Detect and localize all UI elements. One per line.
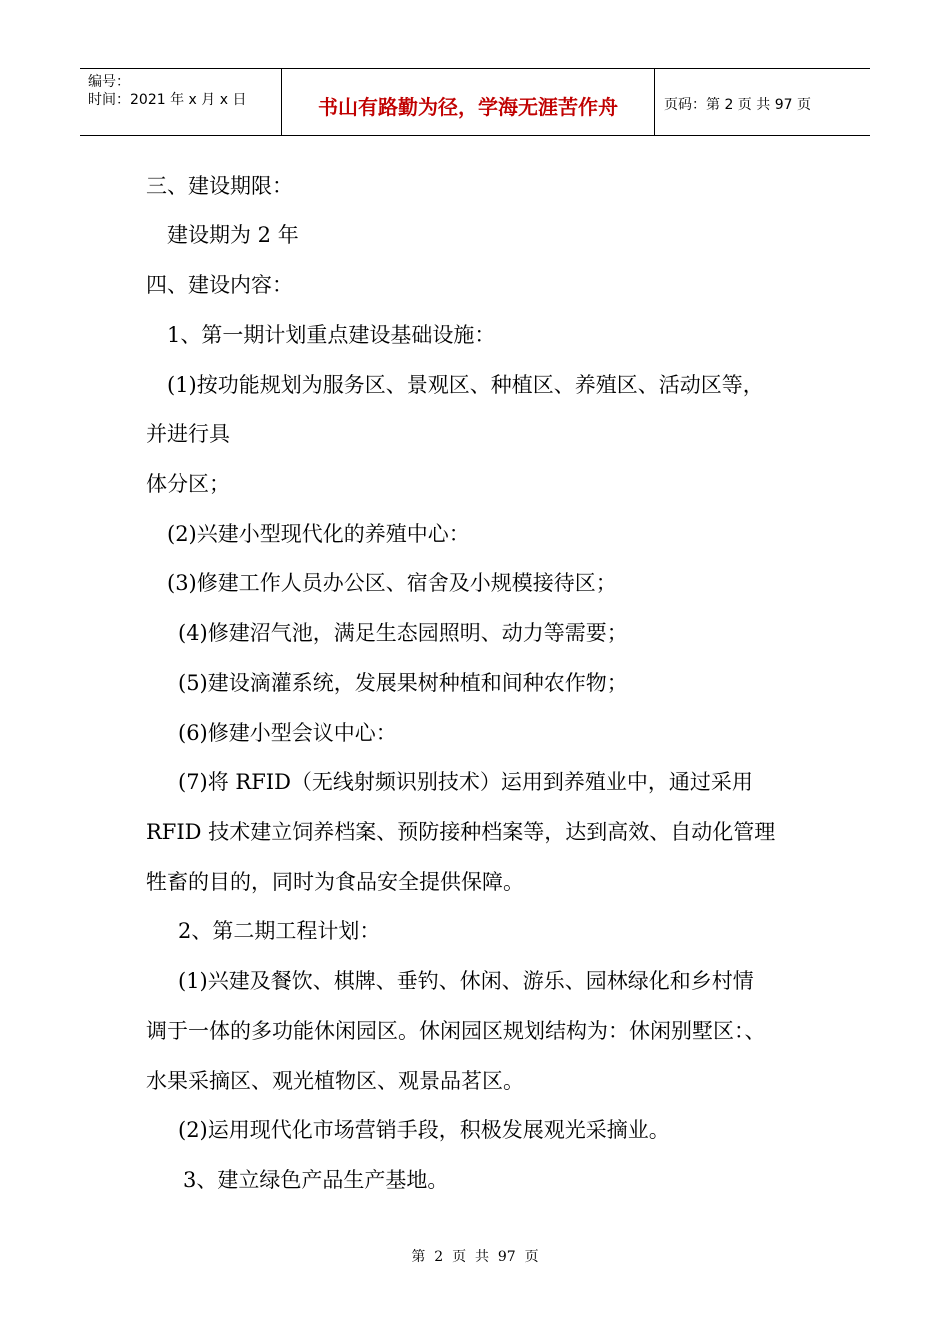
section-heading-period: 三、建设期限：	[146, 174, 293, 198]
list-item: (1)按功能规划为服务区、景观区、种植区、养殖区、活动区等，	[167, 373, 764, 397]
paragraph-line: 牲畜的目的，同时为食品安全提供保障。	[146, 870, 524, 894]
list-item: (1)兴建及餐饮、棋牌、垂钓、休闲、游乐、园林绿化和乡村情	[178, 969, 754, 993]
header-divider	[654, 69, 655, 135]
paragraph-line: 水果采摘区、观光植物区、观景品茗区。	[146, 1069, 524, 1093]
document-header	[80, 68, 870, 136]
paragraph-line: 体分区；	[146, 472, 230, 496]
subheading-phase-two: 2、第二期工程计划：	[178, 919, 381, 943]
list-item: (4)修建沼气池，满足生态园照明、动力等需要；	[178, 621, 628, 645]
list-item: (2)兴建小型现代化的养殖中心：	[167, 522, 470, 546]
subheading-phase-one: 1、第一期计划重点建设基础设施：	[167, 323, 496, 347]
header-number-label: 编号：	[88, 74, 130, 90]
page-footer: 第 2 页 共 97 页	[411, 1249, 539, 1265]
section-heading-content: 四、建设内容：	[146, 273, 293, 297]
header-info	[88, 73, 246, 109]
subheading-phase-three: 3、建立绿色产品生产基地。	[183, 1168, 449, 1192]
paragraph-line: 并进行具	[146, 422, 230, 446]
paragraph-line: 建设期为 2 年	[167, 223, 299, 247]
list-item: (3)修建工作人员办公区、宿舍及小规模接待区；	[167, 571, 617, 595]
list-item: (5)建设滴灌系统，发展果树种植和间种农作物；	[178, 671, 628, 695]
paragraph-line: RFID 技术建立饲养档案、预防接种档案等，达到高效、自动化管理	[146, 820, 776, 844]
list-item: (7)将 RFID（无线射频识别技术）运用到养殖业中，通过采用	[178, 770, 753, 794]
paragraph-line: 调于一体的多功能休闲园区。休闲园区规划结构为：休闲别墅区：、	[146, 1019, 766, 1043]
list-item: (2)运用现代化市场营销手段，积极发展观光采摘业。	[178, 1118, 670, 1142]
header-date-label: 时间：2021 年 x 月 x 日	[88, 92, 247, 108]
header-motto: 书山有路勤为径，学海无涯苦作舟	[318, 95, 618, 119]
header-page-label: 页码：第 2 页 共 97 页	[664, 97, 811, 113]
list-item: (6)修建小型会议中心：	[178, 721, 397, 745]
